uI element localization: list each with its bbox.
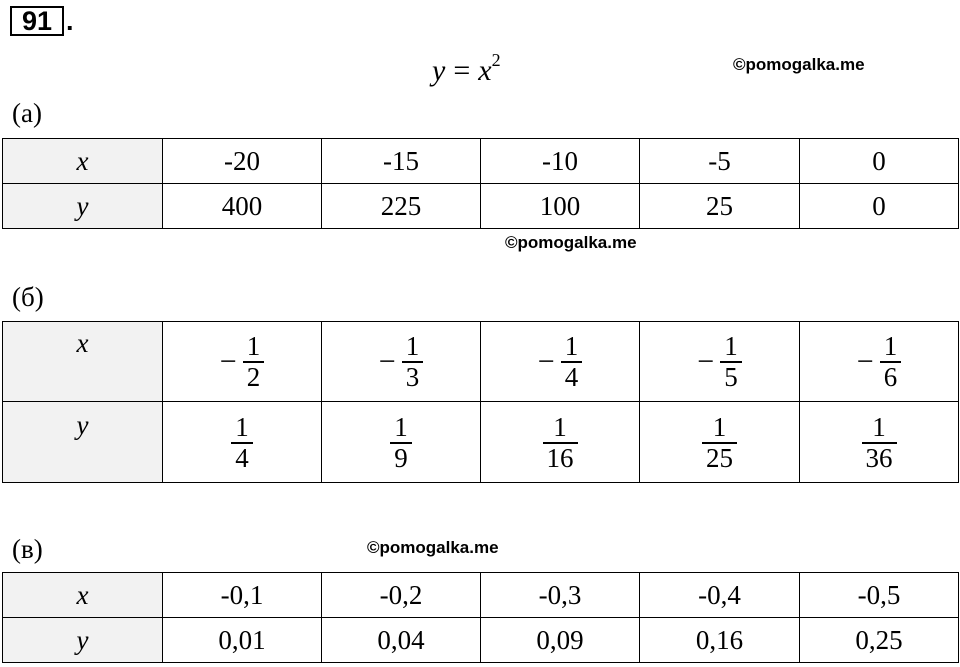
formula (432, 50, 501, 88)
table-row (3, 139, 959, 184)
y-cell: 225 (322, 184, 481, 229)
denominator: 6 (880, 361, 902, 391)
y-cell (481, 402, 640, 483)
y-cell: 0,01 (163, 618, 322, 663)
numerator: 1 (712, 412, 727, 443)
x-cell (163, 322, 322, 402)
fraction (220, 332, 264, 391)
y-cell: 400 (163, 184, 322, 229)
x-cell: -0,1 (163, 573, 322, 618)
problem-number: 91 (10, 6, 64, 36)
numerator: 1 (405, 331, 420, 362)
formula-lhs: y (432, 54, 446, 87)
denominator: 4 (231, 442, 253, 472)
formula-equals: = (453, 54, 471, 87)
numerator: 1 (724, 331, 738, 362)
numerator: 1 (235, 412, 249, 443)
denominator: 9 (390, 442, 412, 472)
table-row (3, 573, 959, 618)
x-header: x (3, 322, 163, 402)
minus-sign: − (219, 344, 237, 378)
y-cell (322, 402, 481, 483)
y-header: y (3, 184, 163, 229)
denominator: 16 (543, 442, 578, 472)
numerator: 1 (394, 412, 408, 443)
problem-number-dot: . (66, 6, 74, 36)
x-cell (640, 322, 800, 402)
numerator: 1 (872, 412, 886, 443)
x-cell (800, 322, 959, 402)
part-b-label: (б) (12, 282, 44, 312)
table-row (3, 618, 959, 663)
x-cell: -0,2 (322, 573, 481, 618)
minus-sign: − (697, 344, 715, 378)
minus-sign: − (856, 344, 874, 378)
x-cell: -10 (481, 139, 640, 184)
x-cell (481, 322, 640, 402)
denominator: 36 (862, 442, 897, 472)
x-cell: -0,4 (640, 573, 800, 618)
x-cell: -0,3 (481, 573, 640, 618)
y-header: y (3, 618, 163, 663)
y-cell: 0,09 (481, 618, 640, 663)
y-cell: 0,04 (322, 618, 481, 663)
minus-sign: − (378, 344, 396, 378)
numerator: 1 (553, 412, 567, 443)
denominator: 2 (243, 361, 265, 391)
denominator: 3 (402, 361, 424, 391)
x-cell: -5 (640, 139, 800, 184)
table-part-a (2, 138, 959, 229)
numerator: 1 (883, 331, 898, 362)
denominator: 25 (702, 442, 737, 472)
x-cell: -20 (163, 139, 322, 184)
y-cell (800, 402, 959, 483)
y-cell: 0,16 (640, 618, 800, 663)
numerator: 1 (246, 331, 261, 362)
numerator: 1 (564, 331, 579, 362)
fraction (862, 413, 897, 472)
table-part-c (2, 572, 959, 663)
y-cell: 0,25 (800, 618, 959, 663)
fraction (379, 332, 423, 391)
denominator: 4 (561, 361, 583, 391)
table-part-b (2, 321, 959, 483)
x-cell: -0,5 (800, 573, 959, 618)
fraction (697, 332, 741, 391)
fraction (857, 332, 901, 391)
y-cell (640, 402, 800, 483)
x-header: x (3, 573, 163, 618)
table-row (3, 184, 959, 229)
fraction (543, 413, 578, 472)
x-header: x (3, 139, 163, 184)
part-a-label: (а) (12, 98, 42, 128)
y-cell (163, 402, 322, 483)
x-cell: 0 (800, 139, 959, 184)
watermark: ©pomogalka.me (367, 538, 499, 557)
y-cell: 100 (481, 184, 640, 229)
y-cell: 25 (640, 184, 800, 229)
fraction (538, 332, 582, 391)
fraction (702, 413, 737, 472)
watermark: ©pomogalka.me (733, 55, 865, 74)
y-cell: 0 (800, 184, 959, 229)
x-cell: -15 (322, 139, 481, 184)
table-row (3, 322, 959, 402)
part-c-label: (в) (12, 534, 43, 564)
x-cell (322, 322, 481, 402)
y-header: y (3, 402, 163, 483)
formula-exponent: 2 (491, 50, 501, 70)
minus-sign: − (537, 344, 555, 378)
denominator: 5 (720, 361, 742, 391)
watermark: ©pomogalka.me (505, 233, 637, 252)
fraction (231, 413, 253, 472)
table-row (3, 402, 959, 483)
fraction (390, 413, 412, 472)
formula-base: x (478, 54, 492, 87)
